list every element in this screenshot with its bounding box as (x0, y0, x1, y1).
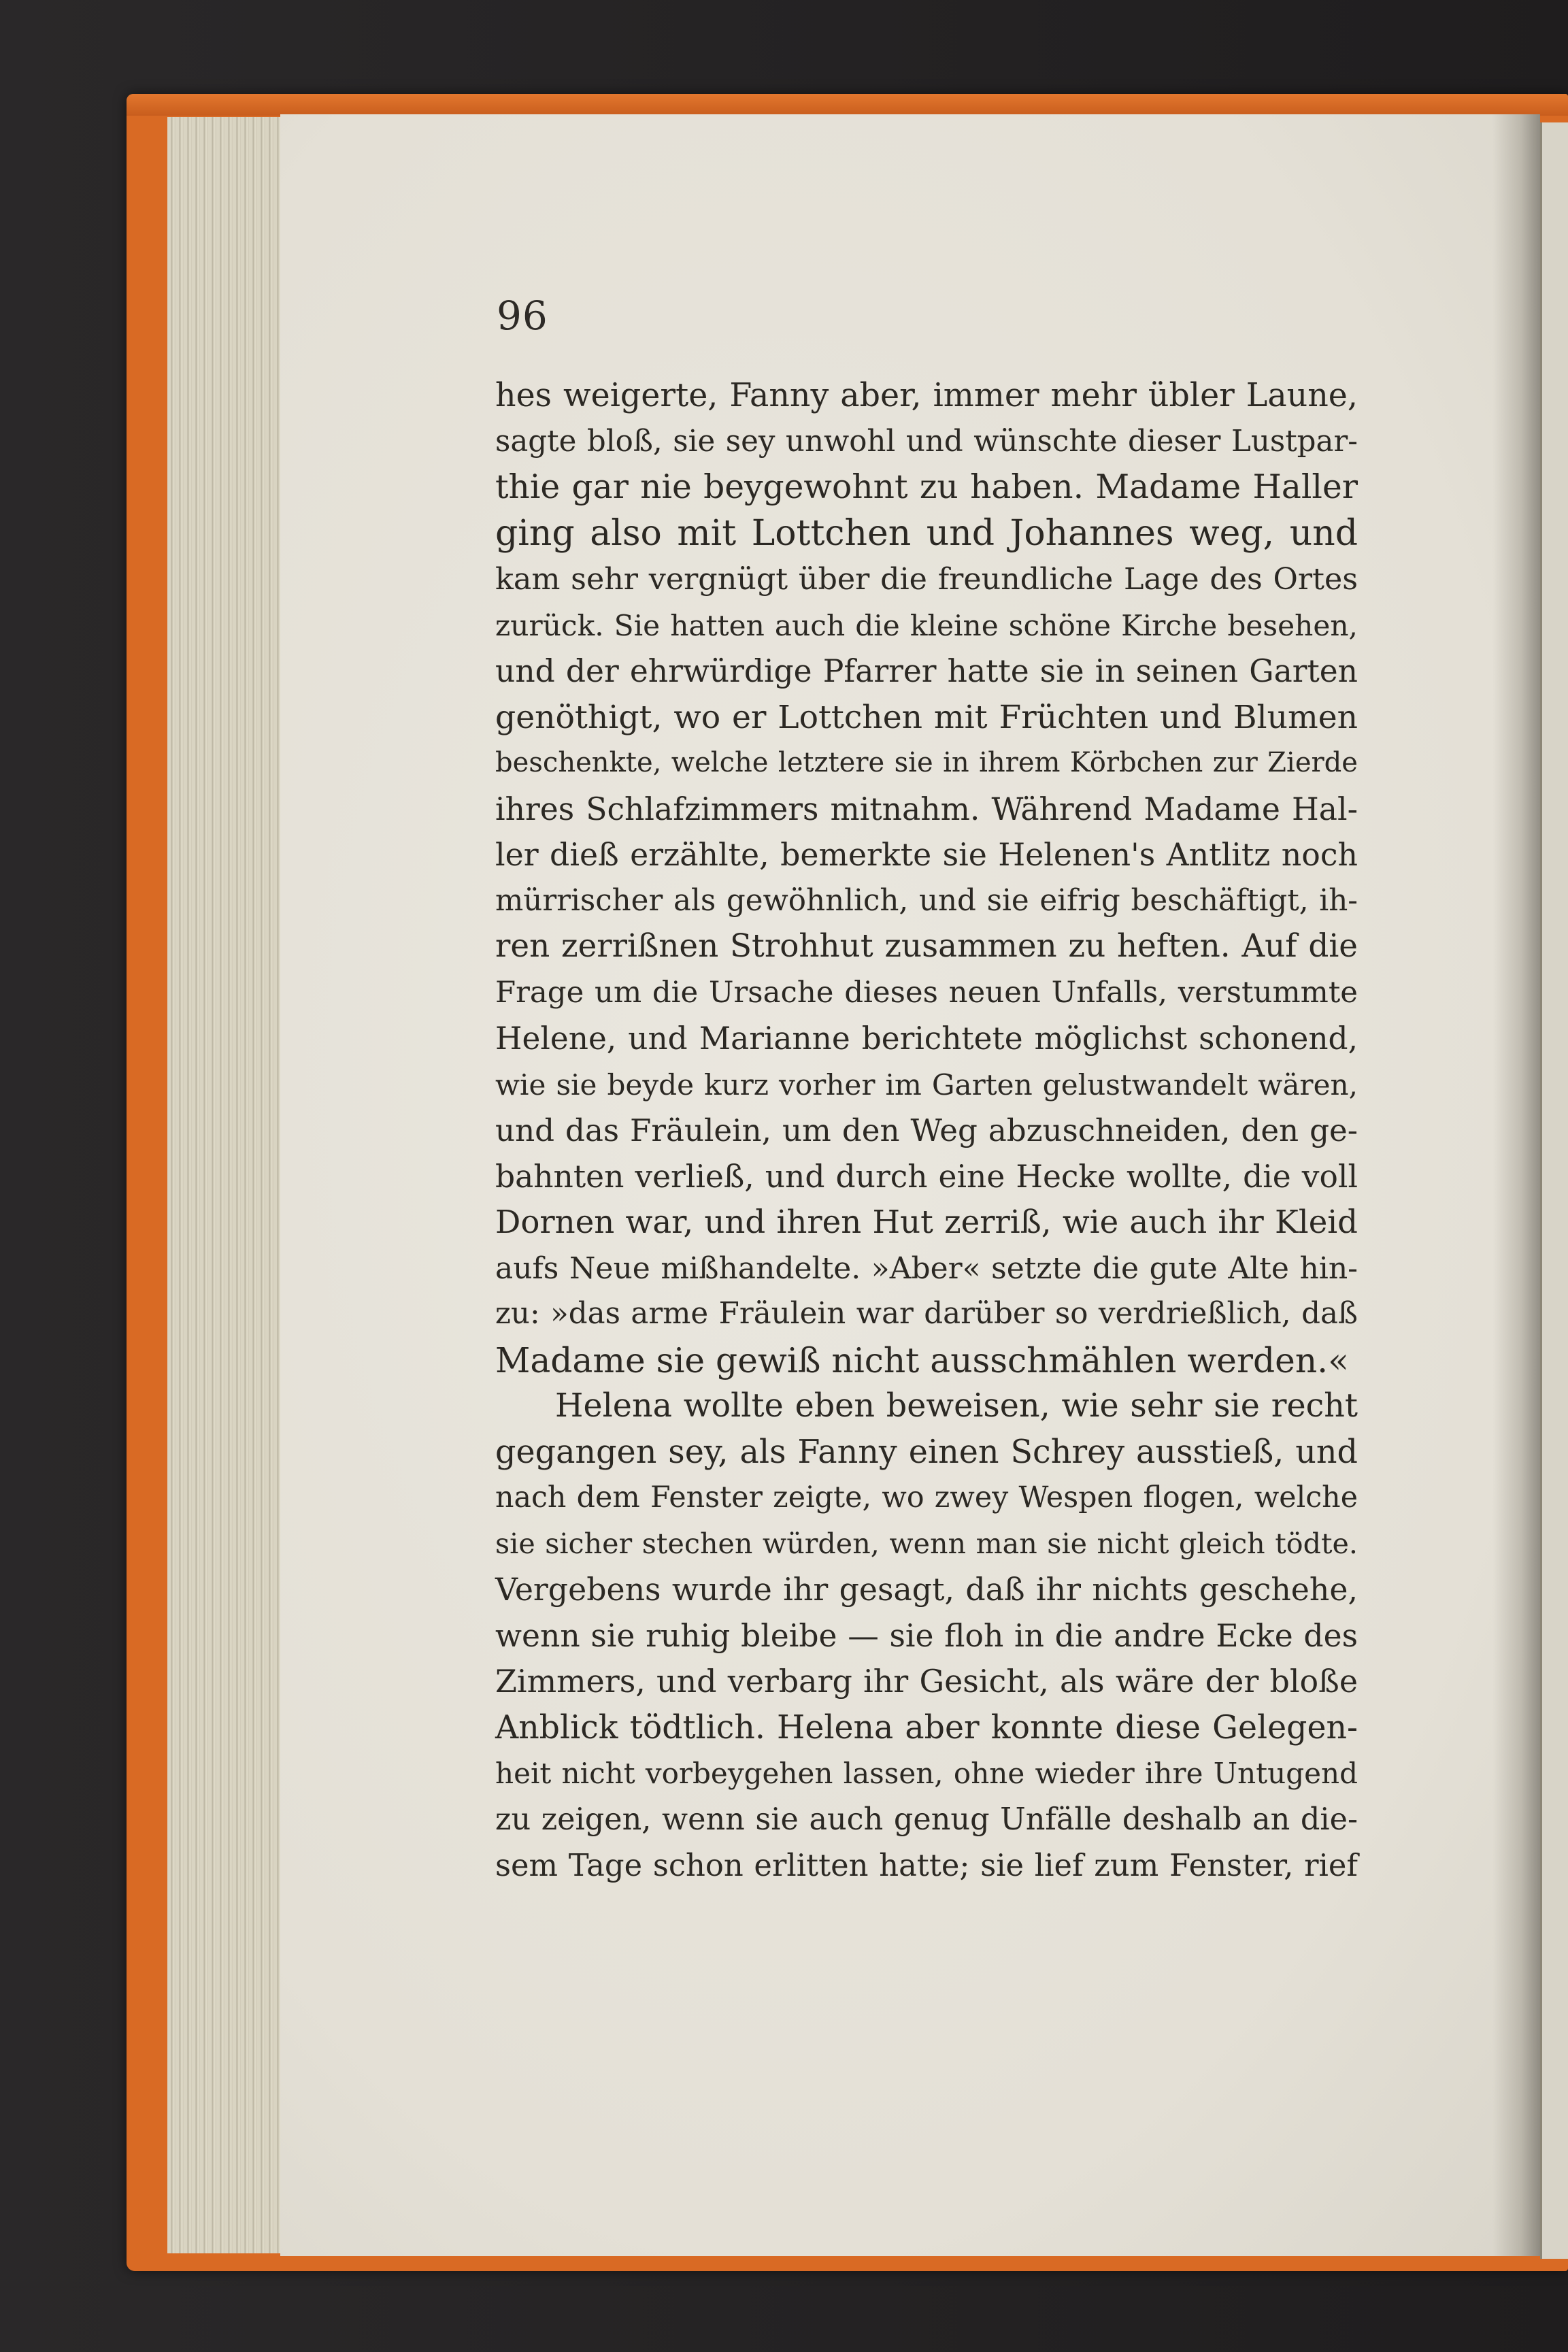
text-line: aufs Neue mißhandelte. »Aber« setzte die gute Alte hin- (495, 1250, 1358, 1286)
text-line: wie sie beyde kurz vorher im Garten gelustwandelt wären, (495, 1067, 1358, 1102)
text-line: heit nicht vorbeygehen lassen, ohne wieder ihre Untugend (495, 1757, 1358, 1790)
text-line: Helena wollte eben beweisen, wie sehr sie recht (555, 1387, 1358, 1425)
text-line: sie sicher stechen würden, wenn man sie nicht gleich tödte. (495, 1527, 1358, 1560)
page-gutter-shadow (1492, 114, 1540, 2256)
text-line: genöthigt, wo er Lottchen mit Früchten und Blumen (495, 698, 1358, 736)
text-line: ihres Schlafzimmers mitnahm. Während Madame Hal- (495, 791, 1358, 827)
text-line: und das Fräulein, um den Weg abzuschneiden, den ge- (495, 1112, 1358, 1148)
text-line: hes weigerte, Fanny aber, immer mehr übler Laune, (495, 377, 1358, 414)
text-line: sagte bloß, sie sey unwohl und wünschte dieser Lustpar- (495, 424, 1358, 459)
text-line: zu: »das arme Fräulein war darüber so verdrießlich, daß (495, 1297, 1358, 1331)
text-line: ler dieß erzählte, bemerkte sie Helenen's Antlitz noch (495, 836, 1358, 873)
text-line: Madame sie gewiß nicht ausschmählen werden.« (495, 1340, 1349, 1380)
text-line: Vergebens wurde ihr gesagt, daß ihr nichts geschehe, (495, 1572, 1358, 1608)
body-text (495, 373, 1358, 1889)
text-line: kam sehr vergnügt über die freundliche Lage des Ortes (495, 562, 1358, 597)
text-line: Zimmers, und verbarg ihr Gesicht, als wäre der bloße (495, 1663, 1358, 1700)
text-line: und der ehrwürdige Pfarrer hatte sie in seinen Garten (495, 653, 1358, 689)
book-cover-edge (127, 94, 1568, 116)
page-edges (167, 117, 284, 2253)
text-line: nach dem Fenster zeigte, wo zwey Wespen flogen, welche (495, 1480, 1358, 1514)
text-line: beschenkte, welche letztere sie in ihrem Körbchen zur Zierde (495, 747, 1358, 778)
text-line: zu zeigen, wenn sie auch genug Unfälle deshalb an die- (495, 1801, 1358, 1837)
text-line: gegangen sey, als Fanny einen Schrey ausstieß, und (495, 1433, 1358, 1471)
text-line: bahnten verließ, und durch eine Hecke wollte, die voll (495, 1158, 1358, 1195)
text-line: wenn sie ruhig bleibe — sie floh in die andre Ecke des (495, 1617, 1358, 1654)
text-line: zurück. Sie hatten auch die kleine schöne Kirche besehen, (495, 608, 1358, 642)
page-number: 96 (497, 293, 548, 339)
text-line: ren zerrißnen Strohhut zusammen zu heften. Auf die (495, 928, 1358, 965)
text-line: Helene, und Marianne berichtete möglichst schonend, (495, 1021, 1358, 1057)
text-line: ging also mit Lottchen und Johannes weg, und (495, 512, 1358, 554)
text-line: Frage um die Ursache dieses neuen Unfalls, verstummte (495, 975, 1358, 1010)
text-line: Anblick tödtlich. Helena aber konnte diese Gelegen- (495, 1708, 1358, 1746)
text-line: mürrischer als gewöhnlich, und sie eifrig beschäftigt, ih- (495, 883, 1358, 918)
text-line: Dornen war, und ihren Hut zerriß, wie auch ihr Kleid (495, 1204, 1358, 1240)
text-line: thie gar nie beygewohnt zu haben. Madame Haller (495, 468, 1358, 506)
text-line: sem Tage schon erlitten hatte; sie lief zum Fenster, rief (495, 1847, 1358, 1883)
facing-page-edge (1540, 122, 1568, 2259)
